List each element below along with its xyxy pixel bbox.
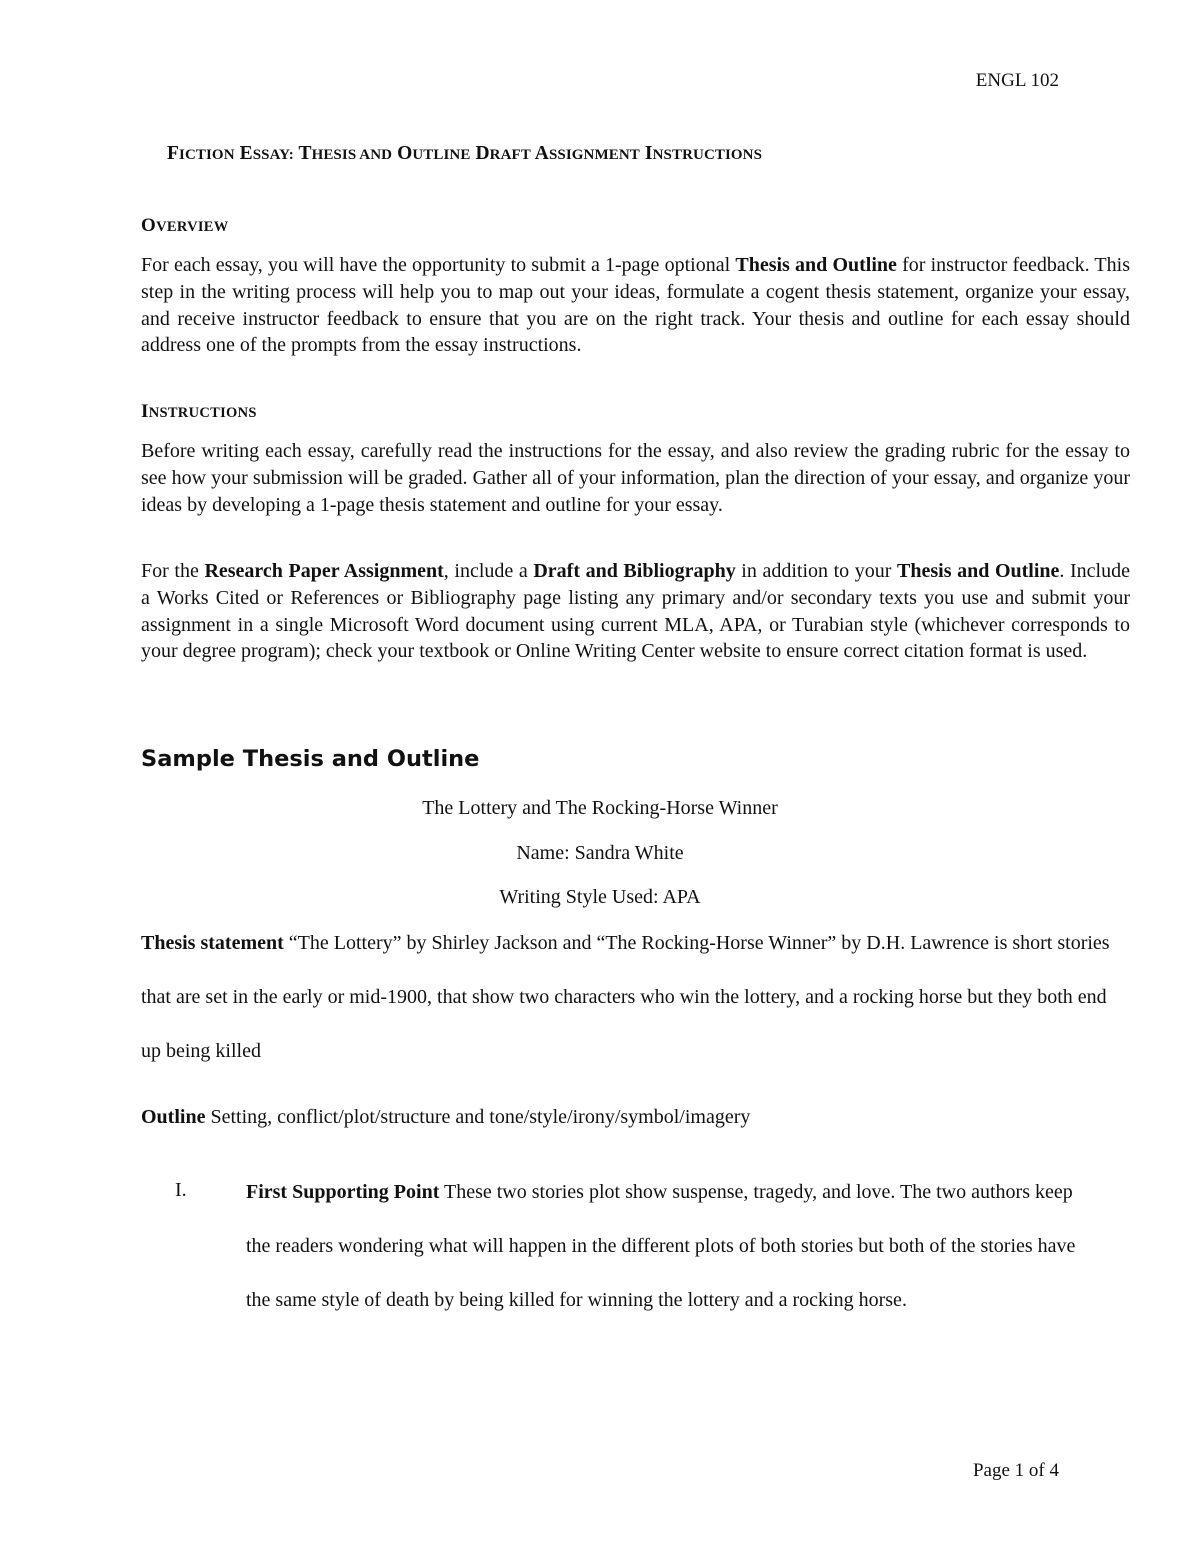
document-title: FICTION ESSAY: THESIS AND OUTLINE DRAFT ASSIGNMENT INSTRUCTIONS (167, 143, 763, 164)
sample-heading: Sample Thesis and Outline (141, 746, 480, 772)
header-course-code: ENGL 102 (975, 70, 1059, 91)
sample-style-line: Writing Style Used: APA (499, 886, 701, 908)
sample-name-line: Name: Sandra White (516, 842, 684, 864)
sample-essay-title: The Lottery and The Rocking-Horse Winner (422, 797, 778, 819)
instructions-paragraph-1: Before writing each essay, carefully read the instructions for the essay, and also review the grading rubric for the essay to see how your submission will be graded. Gather all of your information, plan the direction of your essay, and organize your ideas by developing a 1-page thesis statement and outline for your essay. (141, 440, 1130, 516)
overview-paragraph: For each essay, you will have the opportunity to submit a 1-page optional Thesis and Outline for instructor feedback. This step in the writing process will help you to map out your ideas, formulate a cogent thesis statement, organize your essay, and receive instructor feedback to ensure that you are on the right track. Your thesis and outline for each essay should address one of the prompts from the essay instructions. (141, 254, 1130, 357)
first-supporting-point: First Supporting Point These two stories plot show suspense, tragedy, and love. The two authors keep the readers wondering what will happen in the different plots of both stories but both of the stories have the same style of death by being killed for winning the lottery and a rocking horse. (246, 1181, 1076, 1311)
page-number: Page 1 of 4 (972, 1460, 1059, 1481)
outline-numeral-1: I. (175, 1179, 187, 1201)
thesis-statement: Thesis statement “The Lottery” by Shirley Jackson and “The Rocking-Horse Winner” by D.H. Lawrence is short stories that are set in the early or mid-1900, that show two characters who win the lottery, and a rocking horse but they both end up being killed (141, 932, 1110, 1062)
instructions-heading: INSTRUCTIONS (141, 401, 257, 422)
instructions-paragraph-2: For the Research Paper Assignment, include a Draft and Bibliography in addition to your Thesis and Outline. Include a Works Cited or References or Bibliography page listing any primary and/or secondary texts you use and submit your assignment in a single Microsoft Word document using current MLA, APA, or Turabian style (whichever corresponds to your degree program); check your textbook or Online Writing Center website to ensure correct citation format is used. (141, 560, 1130, 663)
outline-line: Outline Setting, conflict/plot/structure and tone/style/irony/symbol/imagery (141, 1106, 751, 1128)
overview-heading: OVERVIEW (141, 215, 229, 236)
